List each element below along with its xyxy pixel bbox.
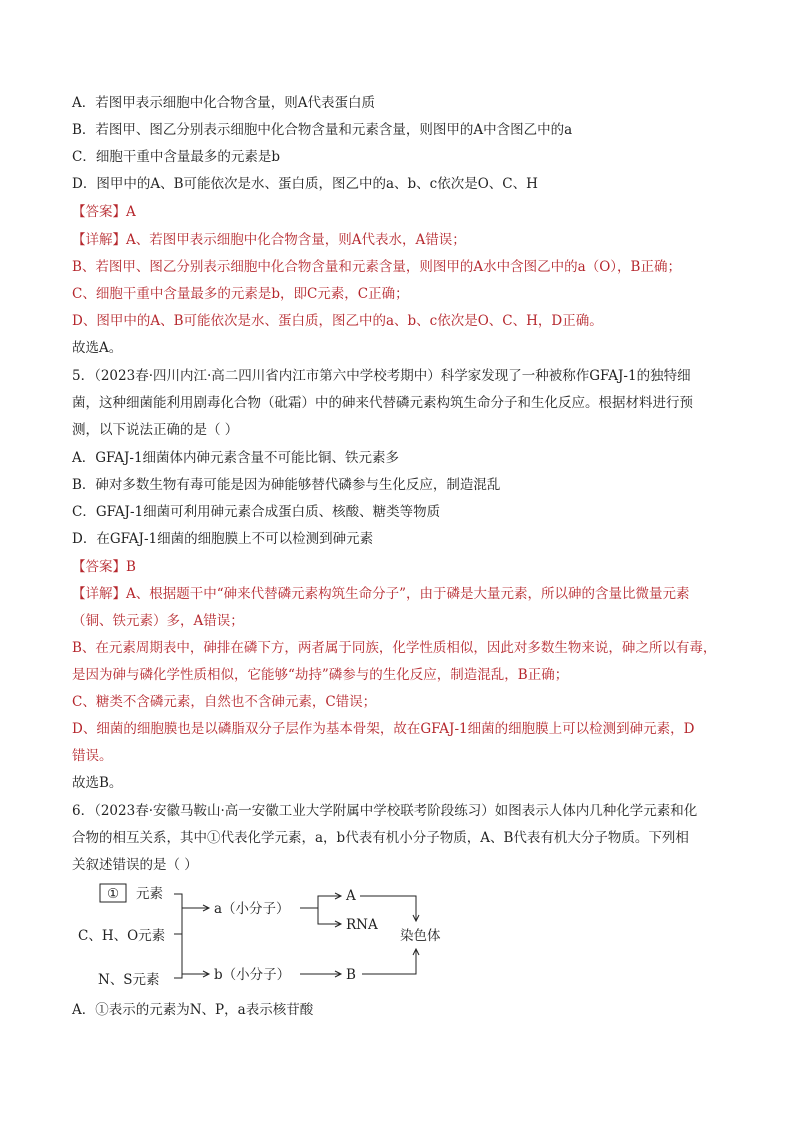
element-label-2: C、H、O元素 — [78, 928, 166, 944]
q5-detail-line: D、细菌的细胞膜也是以磷脂双分子层作为基本骨架，故在GFAJ-1细菌的细胞膜上可以检测到砷元素，D — [72, 721, 695, 737]
q5-option-d: D．在GFAJ-1细菌的细胞膜上不可以检测到砷元素 — [72, 531, 374, 547]
arrow-B-to-chromosome — [362, 950, 416, 974]
element-compound-diagram — [70, 878, 470, 998]
element-label-1: 元素 — [136, 886, 163, 902]
bracket-upper — [174, 894, 182, 934]
q5-stem-line: 测，以下说法正确的是（ ） — [72, 422, 239, 438]
b-small-molecule: b（小分子） — [214, 967, 291, 983]
q4-detail-line: B、若图甲、图乙分别表示细胞中化合物含量和元素含量，则图甲的A水中含图乙中的a（O），B正确； — [72, 259, 681, 275]
q6-stem-line: 合物的相互关系，其中①代表化学元素，a，b代表有机小分子物质，A、B代表有机大分子物质。下列相 — [72, 830, 689, 846]
q5-stem-line: 菌，这种细菌能利用剧毒化合物（砒霜）中的砷来代替磷元素构筑生命分子和生化反应。根据材料进行预 — [72, 395, 693, 411]
q4-conclusion: 故选A。 — [72, 340, 123, 356]
q5-option-b: B．砷对多数生物有毒可能是因为砷能够替代磷参与生化反应，制造混乱 — [72, 477, 501, 493]
element-label-3: N、S元素 — [98, 972, 160, 988]
q5-option-a: A．GFAJ-1细菌体内砷元素含量不可能比铜、铁元素多 — [72, 450, 400, 466]
q4-detail-line: D、图甲中的A、B可能依次是水、蛋白质，图乙中的a、b、c依次是O、C、H，D正确。 — [72, 313, 603, 329]
q5-detail-line: 是因为砷与磷化学性质相似，它能够“劫持”磷参与的生化反应，制造混乱，B正确； — [72, 667, 569, 683]
macromolecule-B: B — [346, 967, 356, 983]
q5-option-c: C．GFAJ-1细菌可利用砷元素合成蛋白质、核酸、糖类等物质 — [72, 504, 441, 520]
q6-stem-line: 6．（2023春·安徽马鞍山·高一安徽工业大学附属中学校联考阶段练习）如图表示人体内几种化学元素和化 — [72, 803, 698, 819]
q5-detail-line: B、在元素周期表中，砷排在磷下方，两者属于同族，化学性质相似，因此对多数生物来说，砷之所以有毒， — [72, 640, 717, 656]
q5-detail-line: （铜、铁元素）多，A错误； — [72, 613, 244, 629]
q4-answer: 【答案】A — [72, 204, 136, 220]
macromolecule-A: A — [346, 888, 356, 904]
q4-option-c: C．细胞干重中含量最多的元素是b — [72, 149, 280, 165]
a-small-molecule: a（小分子） — [214, 901, 290, 917]
q4-detail-line: C、细胞干重中含量最多的元素是b，即C元素，C正确； — [72, 286, 409, 302]
bracket-lower — [174, 934, 182, 978]
q6-stem-line: 关叙述错误的是（ ） — [72, 857, 198, 873]
q5-detail-line: C、糖类不含磷元素，自然也不含砷元素，C错误； — [72, 694, 377, 710]
q5-detail-line: 错误。 — [72, 748, 113, 764]
q5-stem-line: 5．（2023春·四川内江·高二四川省内江市第六中学校考期中）科学家发现了一种被称作GFAJ-1的独特细 — [72, 368, 691, 384]
arrow-a-to-A — [300, 896, 340, 908]
box-label: ① — [106, 886, 120, 902]
chromosome-label: 染色体 — [400, 928, 441, 944]
macromolecule-RNA: RNA — [346, 917, 378, 933]
q4-option-a: A．若图甲表示细胞中化合物含量，则A代表蛋白质 — [72, 95, 375, 111]
q4-detail-line: 【详解】A、若图甲表示细胞中化合物含量，则A代表水，A错误； — [72, 232, 466, 248]
q4-option-b: B．若图甲、图乙分别表示细胞中化合物含量和元素含量，则图甲的A中含图乙中的a — [72, 122, 573, 138]
q4-option-d: D．图甲中的A、B可能依次是水、蛋白质，图乙中的a、b、c依次是O、C、H — [72, 176, 538, 192]
q5-conclusion: 故选B。 — [72, 775, 123, 791]
q5-answer: 【答案】B — [72, 559, 136, 575]
q5-detail-line: 【详解】A、根据题干中“砷来代替磷元素构筑生命分子”，由于磷是大量元素，所以砷的含量比微量元素 — [72, 586, 690, 602]
q6-option-a: A．①表示的元素为N、P，a表示核苷酸 — [72, 1002, 314, 1018]
